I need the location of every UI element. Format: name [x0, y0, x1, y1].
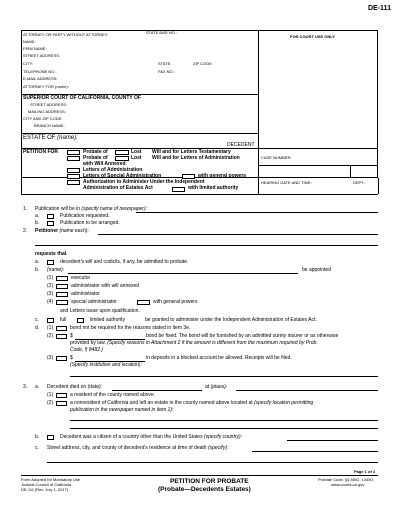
revision-label: DE-111 [Rev. July 1, 2017] [21, 487, 68, 492]
state-label: STATE: [158, 61, 172, 66]
opt4-num: (4) [47, 299, 54, 305]
street-label: STREET ADDRESS: [23, 53, 61, 58]
d1-num: (1) [47, 325, 54, 331]
probate-checkbox-2[interactable] [67, 156, 80, 161]
website-label: www.courts.ca.gov [331, 482, 365, 487]
nonresident-hint: publication in the newspaper named in item 1): [70, 407, 174, 413]
estate-label: ESTATE OF (name): [23, 135, 78, 141]
bond-fixed-hint-2: Code, § 8482.) [70, 347, 104, 353]
lost-label-2: Lost [131, 155, 142, 161]
publication-arranged-label: Publication to be arranged. [60, 220, 120, 226]
probate-checkbox-1[interactable] [67, 150, 80, 155]
residence-field-2[interactable] [47, 462, 378, 463]
section3-b-label: b. [35, 434, 40, 440]
with-will-annexed-label: with Will Annexed [83, 161, 126, 167]
section3-number: 3. [23, 384, 28, 390]
d3-dollar: $ [70, 355, 73, 361]
nonresident-label: a nonresident of California and left an estate in the county named above located at (specify location permitting [70, 400, 314, 406]
full-authority-label: full [60, 317, 67, 323]
letters-issue-label: and Letters issue upon qualification. [60, 308, 140, 314]
limited-authority-2-label: limited authority [90, 317, 126, 323]
full-authority-checkbox[interactable] [47, 318, 54, 323]
section1-number: 1. [23, 206, 28, 212]
telephone-label: TELEPHONE NO.: [23, 69, 57, 74]
a2-num: (2) [47, 400, 54, 406]
section1-a-label: a. [35, 213, 40, 219]
court-city-label: CITY AND ZIP CODE: [23, 116, 63, 121]
letters-special-checkbox[interactable] [67, 174, 80, 179]
lost-label-1: Lost [131, 149, 142, 155]
a1-num: (1) [47, 392, 54, 398]
bond-not-required-label: bond not be required for the reasons stated in item 3e. [70, 325, 191, 331]
will-administration-label: Will and for Letters of Administration [152, 155, 240, 161]
section2-petitioner: Petitioner (name each): [35, 228, 89, 234]
section2-d-label: d. [35, 325, 40, 331]
form-number: DE-111 [368, 5, 391, 12]
residence-field[interactable] [252, 451, 378, 452]
admit-will-checkbox[interactable] [47, 260, 54, 265]
state-bar-label: STATE BAR NO.: [146, 30, 177, 35]
d2-num: (2) [47, 333, 54, 339]
court-use-label: FOR COURT USE ONLY [290, 34, 335, 39]
d3-num: (3) [47, 355, 54, 361]
with-general-powers-label: with general powers [153, 299, 198, 305]
foreign-citizen-checkbox[interactable] [47, 435, 54, 440]
email-label: E-MAIL ADDRESS: [23, 76, 58, 81]
section2-b-label: b. [35, 267, 40, 273]
death-date-field[interactable] [112, 390, 202, 391]
probate-of-label-2: Probate of [83, 155, 108, 161]
letters-special-label: Letters of Special Administration [83, 173, 162, 179]
case-number-label: CASE NUMBER: [261, 155, 292, 160]
attorney-for-label: ATTORNEY FOR (name): [23, 84, 69, 89]
be-appointed-label: be appointed [302, 267, 331, 273]
nonresident-checkbox[interactable] [56, 401, 67, 406]
section3-a-label: a. [35, 384, 40, 390]
section3-c-label: c. [35, 445, 39, 451]
authorization-label-2: Administration of Estates Act [83, 185, 153, 191]
will-testamentary-label: Will and for Letters Testamentary [152, 149, 231, 155]
blocked-account-text: in deposits in a blocked account be allowed. Receipts will be filed. [146, 355, 292, 361]
court-branch-label: BRANCH NAME: [34, 123, 65, 128]
bond-fixed-text-2: provided by law. (Specify reasons in Attachment 2 if the amount is different from the maximum required by Prob. [70, 340, 318, 346]
resident-label: a resident of the county named above. [70, 392, 156, 398]
foreign-citizen-label: Decedent was a citizen of a country other than the United States (specify country): [60, 434, 243, 440]
general-powers-label: with general powers [198, 173, 247, 179]
blocked-account-checkbox[interactable] [56, 356, 67, 361]
adopted-label: Form Adopted for Mandatory Use [21, 477, 81, 482]
limited-authority-checkbox[interactable] [172, 187, 185, 192]
authorization-checkbox[interactable] [67, 180, 80, 185]
bond-fixed-text: bond be fixed. The bond will be furnished by an admitted surety insurer or as otherwise [146, 333, 339, 339]
court-title: SUPERIOR COURT OF CALIFORNIA, COUNTY OF [23, 95, 141, 101]
resident-checkbox[interactable] [56, 393, 67, 398]
location-field-2[interactable] [70, 428, 378, 429]
section2-b-hint: (name): [47, 267, 65, 273]
code-label: Probate Code, §§ 8002, 10450; [318, 477, 374, 482]
opt1-num: (1) [47, 275, 54, 281]
special-admin-label: special administrator [71, 299, 117, 305]
section2-number: 2. [23, 228, 28, 234]
opt2-num: (2) [47, 283, 54, 289]
at-place-label: at (place): [205, 384, 228, 390]
administrator-checkbox[interactable] [56, 292, 68, 297]
footer-title-1: PETITION FOR PROBATE [170, 478, 249, 485]
lost-checkbox-1[interactable] [115, 150, 129, 155]
with-general-powers-checkbox[interactable] [137, 300, 150, 305]
section1-text: Publication will be in (specify name of newspaper): [35, 206, 148, 212]
institution-field[interactable] [70, 376, 378, 377]
petitioner-field-2[interactable] [35, 245, 378, 246]
bond-not-required-checkbox[interactable] [56, 326, 67, 331]
requests-that-label: requests that [35, 251, 67, 257]
dept-label: DEPT.: [353, 180, 366, 185]
zip-label: ZIP CODE: [193, 61, 213, 66]
page-number: Page 1 of 4 [354, 469, 376, 474]
blocked-account-hint: (Specify institution and location): [70, 362, 142, 368]
section2-c-text: be granted to administer under the Independent Administration of Estates Act. [145, 317, 317, 323]
executor-checkbox[interactable] [56, 276, 68, 281]
publication-requested-checkbox[interactable] [47, 214, 54, 219]
death-place-field[interactable] [236, 390, 378, 391]
hearing-label: HEARING DATE AND TIME: [261, 180, 312, 185]
admit-will-label: decedent's will and codicils, if any, be admitted to probate. [60, 259, 189, 265]
special-admin-checkbox[interactable] [56, 300, 68, 305]
council-label: Judicial Council of California [21, 482, 72, 487]
attorney-label: ATTORNEY OR PARTY WITHOUT ATTORNEY: [23, 32, 109, 37]
bond-fixed-checkbox[interactable] [56, 334, 67, 339]
letters-admin-checkbox[interactable] [67, 168, 80, 173]
newspaper-field[interactable] [136, 212, 378, 213]
admin-will-annexed-label: administrator with will annexed [71, 283, 140, 289]
d2-dollar: $ [70, 333, 73, 339]
name-label: NAME: [23, 39, 36, 44]
fax-label: FAX NO.: [158, 69, 175, 74]
publication-arranged-checkbox[interactable] [47, 221, 54, 226]
location-field-1[interactable] [70, 420, 378, 421]
petition-for-label: PETITION FOR [23, 149, 58, 155]
footer-title-2: (Probate—Decedents Estates) [158, 486, 251, 493]
city-label: CITY: [23, 61, 34, 66]
residence-label: Street address, city, and county of decedent's residence at time of death (specify): [47, 445, 229, 451]
authorization-label-1: Authorization to Administer Under the Independent [83, 179, 205, 185]
country-field[interactable] [287, 440, 378, 441]
limited-authority-label: with limited authority [188, 185, 239, 191]
decedent-label: DECEDENT [227, 142, 255, 148]
letters-admin-label: Letters of Administration [83, 167, 143, 173]
executor-label: executor [71, 275, 91, 281]
died-on-label: Decedent died on (date): [47, 384, 103, 390]
court-street-label: STREET ADDRESS: [30, 102, 68, 107]
admin-will-annexed-checkbox[interactable] [56, 284, 68, 289]
petitioner-field[interactable] [98, 234, 378, 235]
court-mailing-label: MAILING ADDRESS: [28, 109, 66, 114]
publication-requested-label: Publication requested. [60, 213, 110, 219]
administrator-label: administrator [71, 291, 100, 297]
probate-of-label-1: Probate of [83, 149, 108, 155]
firm-label: FIRM NAME: [23, 46, 47, 51]
section2-c-label: c. [35, 317, 39, 323]
limited-authority-2-checkbox[interactable] [77, 318, 84, 323]
section1-b-label: b. [35, 220, 40, 226]
opt3-num: (3) [47, 291, 54, 297]
appointee-name-field[interactable] [68, 273, 298, 274]
section2-a-label: a. [35, 259, 40, 265]
